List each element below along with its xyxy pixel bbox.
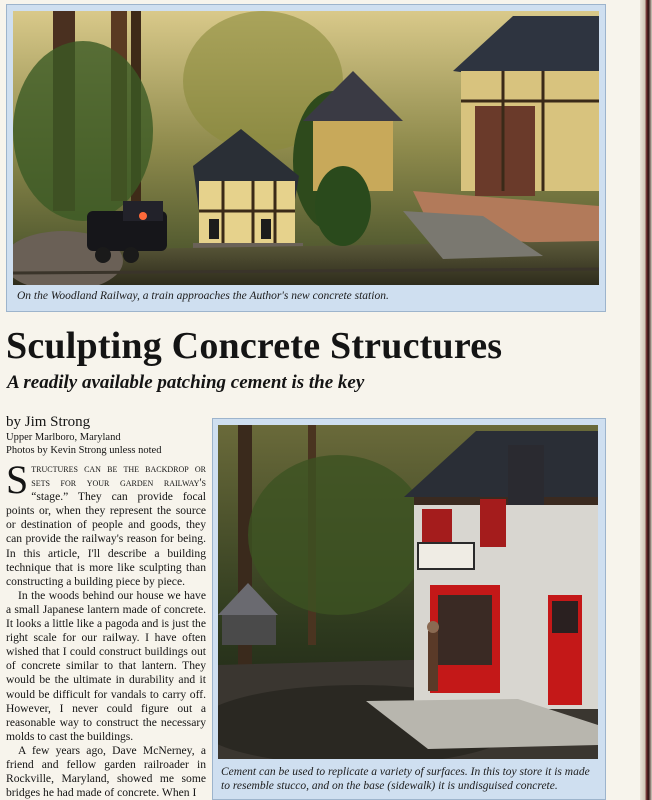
toy-store-caption: Cement can be used to replicate a variety of surfaces. In this toy store it is made to resemble stucco, and on the base (sidewalk) it is undisguised concrete.	[221, 766, 590, 792]
byline	[6, 414, 206, 457]
author-location: Upper Marlboro, Maryland	[6, 432, 121, 443]
paragraph-3: A few years ago, Dave McNerney, a friend and fellow garden railroader in Rockville, Maryland, showed me some bridges he had made of concrete. When I	[6, 743, 206, 800]
toy-store-photo	[218, 425, 598, 759]
drop-cap: S	[6, 457, 29, 502]
photo-credit: Photos by Kevin Strong unless noted	[6, 445, 162, 456]
woodland-railway-photo	[13, 11, 599, 285]
paragraph-1-text: “stage.” They can provide focal points or, when they represent the source or destination of people and goods, they can provide the railway's reason for being. In this article, I'll describe a building technique that is more like sculpting than constructing a building piece by piece.	[6, 490, 206, 588]
article-body	[6, 457, 206, 800]
paragraph-1	[6, 457, 206, 589]
page-binding-edge	[640, 0, 652, 800]
author-name: by Jim Strong	[6, 414, 91, 430]
top-photo-caption: On the Woodland Railway, a train approaches the Author's new concrete station.	[17, 290, 389, 302]
lead-in-smallcaps: tructures can be the backdrop or sets for your garden railway's	[31, 462, 206, 490]
top-photo-panel	[6, 4, 606, 312]
right-photo-panel	[212, 418, 606, 800]
article-title: Sculpting Concrete Structures	[6, 325, 503, 367]
article-subtitle: A readily available patching cement is the key	[7, 372, 365, 393]
paragraph-2: In the woods behind our house we have a small Japanese lantern made of concrete. It looks a little like a pagoda and is just the right scale for our railway. I have often wished that I could construct buildings out of concrete similar to that lantern. They would be the ultimate in durability and it would be difficult for vandals to carry off. However, I never could figure out a reasonable way to construct the necessary molds to cast the buildings.	[6, 588, 206, 743]
